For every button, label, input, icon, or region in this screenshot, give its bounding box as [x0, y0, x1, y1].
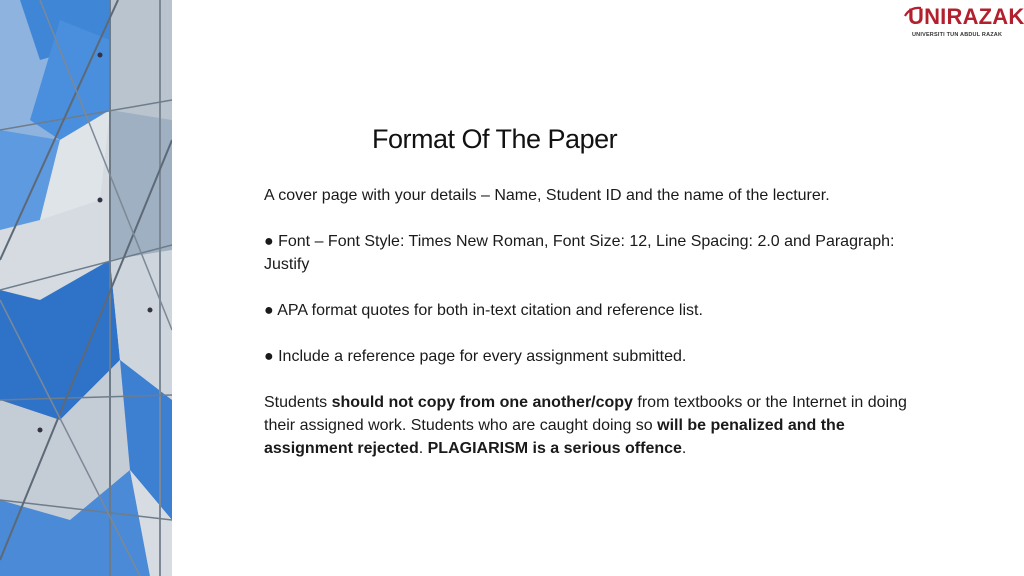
unirazak-logo [902, 4, 1024, 42]
warning-bold-2: will be penalized and the assignment rejected [264, 417, 845, 457]
cover-page-text: A cover page with your details – Name, Student ID and the name of the lecturer. [264, 187, 830, 204]
glass-facade-graphic [0, 0, 172, 576]
logo-tagline: UNIVERSITI TUN ABDUL RAZAK [912, 32, 1003, 38]
warning-bold-3: PLAGIARISM is a serious offence [427, 440, 682, 457]
page-title: Format Of The Paper [372, 124, 618, 154]
logo-wordmark: UNIRAZAK [908, 4, 1024, 29]
plagiarism-warning [264, 391, 914, 460]
warning-text-3: . [418, 440, 428, 457]
warning-bold-1: should not copy from one another/copy [331, 394, 633, 411]
bullet-font: ● Font – Font Style: Times New Roman, Font Size: 12, Line Spacing: 2.0 and Paragraph: Justify [264, 233, 895, 273]
building-glass-image [0, 0, 172, 576]
warning-text-2: from textbooks or the Internet in doing their assigned work. Students who are caught doing so [264, 394, 907, 434]
bullet-apa: ● APA format quotes for both in-text citation and reference list. [264, 302, 703, 319]
bullet-reference: ● Include a reference page for every assignment submitted. [264, 348, 687, 365]
warning-text-4: . [681, 440, 687, 457]
slide-body [264, 184, 914, 483]
warning-text-1: Students [264, 394, 332, 411]
